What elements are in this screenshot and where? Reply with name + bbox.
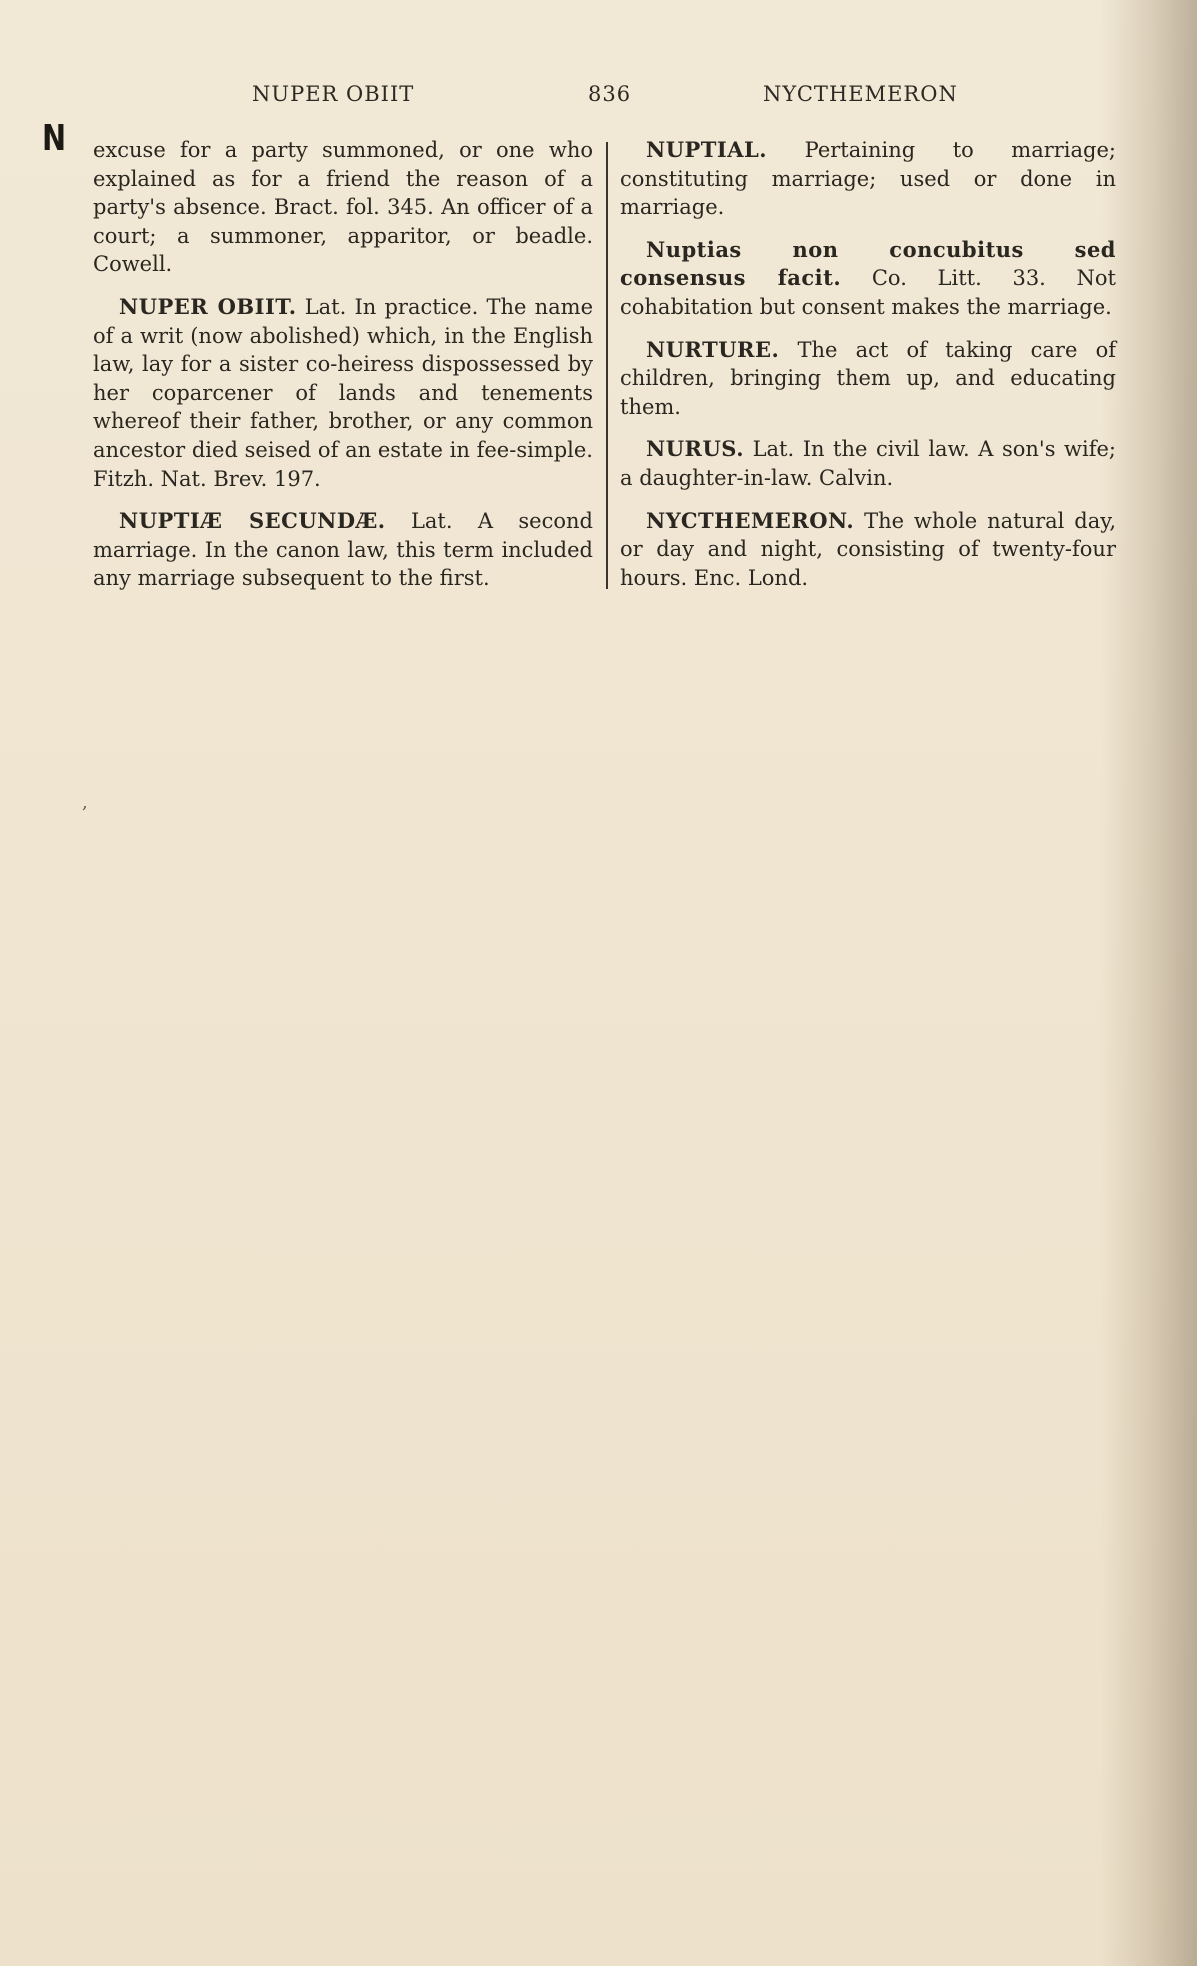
entry-nurus (620, 435, 1116, 492)
thumb-index-letter: N (42, 118, 67, 159)
entry-headword: NURUS. (646, 436, 745, 462)
column-divider (606, 142, 608, 589)
right-column (620, 136, 1116, 606)
paper-speck: , (82, 792, 88, 813)
entry-headword: NURTURE. (646, 336, 780, 362)
entry-nuptias-maxim (620, 236, 1116, 322)
entry-headword: NUPER OBIIT. (119, 293, 297, 319)
entry-text: Lat. A second marriage. In the canon law, this term included any marriage subsequent to the first. (93, 509, 593, 591)
entry-text: Lat. In the civil law. A son's wife; a daughter-in-law. Calvin. (620, 437, 1116, 490)
entry-text: The whole natural day, or day and night, consisting of twenty-four hours. Enc. Lond. (620, 508, 1116, 590)
page-number: 836 (588, 82, 632, 106)
running-head-left: NUPER OBIIT (252, 82, 415, 106)
entry-headword: Nuptias non concubitus sed consensus facit. (620, 236, 1116, 291)
entry-text: Co. Litt. 33. Not cohabitation but consent makes the marriage. (620, 266, 1116, 319)
entry-text: excuse for a party summoned, or one who explained as for a friend the reason of a party's absence. Bract. fol. 345. An officer of a court; a summoner, apparitor, or beadle. Cowell. (93, 138, 593, 277)
left-column (93, 136, 593, 607)
entry-continuation (93, 136, 593, 279)
entry-nuptial (620, 136, 1116, 222)
entry-nycthemeron (620, 507, 1116, 593)
entry-text: The act of taking care of children, bringing them up, and educating them. (620, 337, 1116, 419)
entry-text: Lat. In practice. The name of a writ (now abolished) which, in the English law, lay for a sister co-heiress dispossessed by her coparcener of lands and tenements whereof their father, brother, or any common ancestor died seised of an estate in fee-simple. Fitzh. Nat. Brev. 197. (93, 294, 593, 491)
entry-text: Pertaining to marriage; constituting marriage; used or done in marriage. (620, 138, 1116, 220)
entry-nurture (620, 336, 1116, 422)
entry-headword: NUPTIAL. (646, 137, 768, 162)
entry-nuptiae-secundae (93, 507, 593, 593)
entry-headword: NUPTIÆ SECUNDÆ. (119, 508, 386, 534)
entry-headword: NYCTHEMERON. (646, 507, 855, 533)
running-head-right: NYCTHEMERON (763, 82, 958, 106)
entry-nuper-obiit (93, 293, 593, 493)
